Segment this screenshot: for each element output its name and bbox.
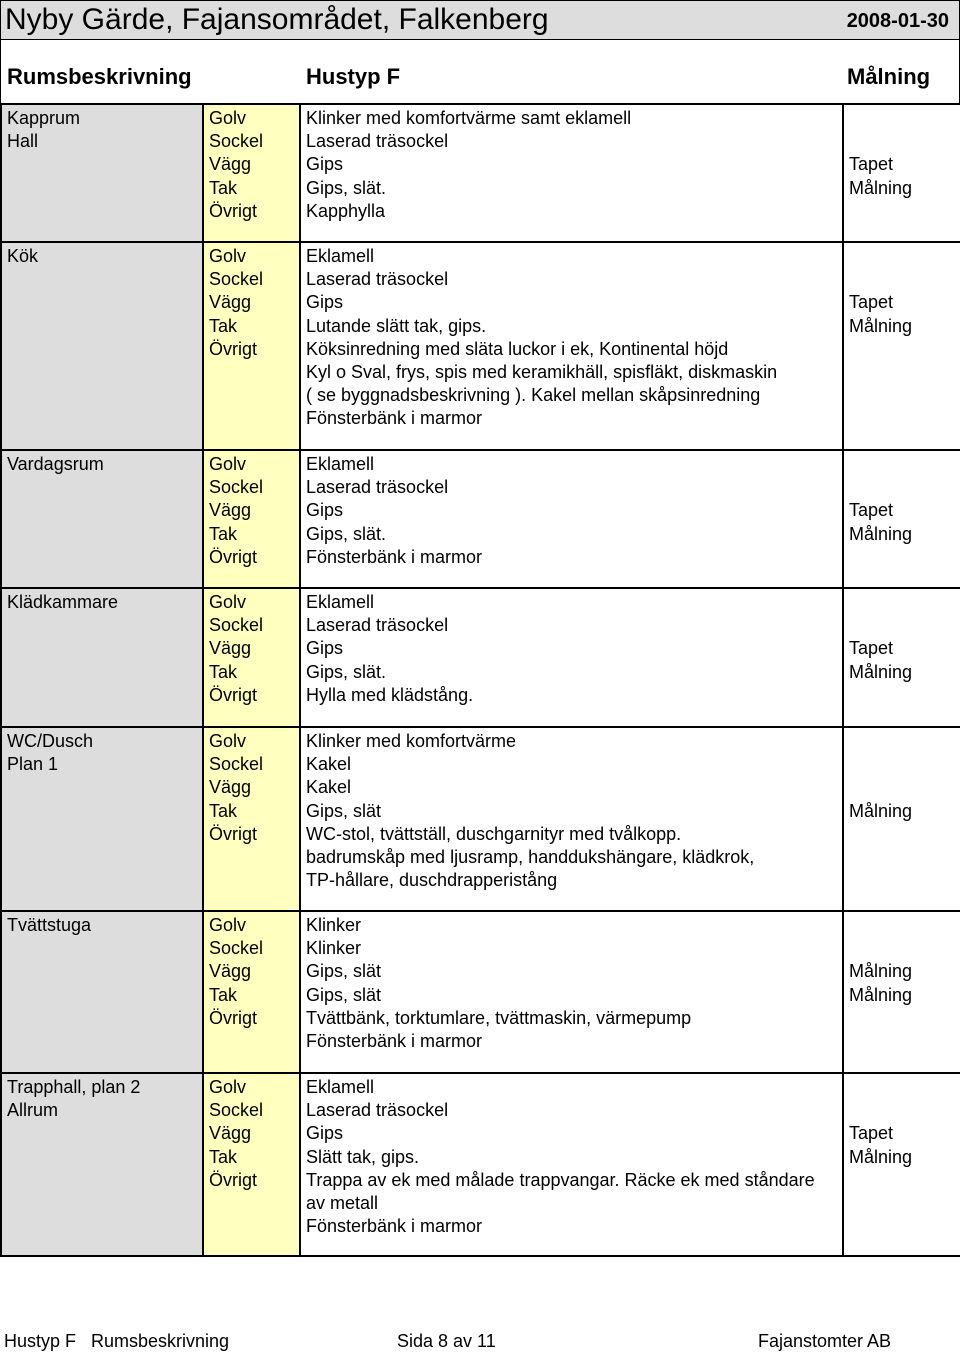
room-description-table — [0, 103, 960, 1257]
surface-description-line: TP-hållare, duschdrapperistång — [306, 870, 558, 891]
surface-description-line: Slätt tak, gips. — [306, 1146, 420, 1167]
surface-description-line: Laserad träsockel — [306, 1100, 449, 1121]
room-name-line: Plan 1 — [7, 754, 59, 775]
room-name — [1, 1073, 203, 1256]
surface-description — [300, 727, 843, 911]
room-name-line: WC/Dusch — [7, 731, 94, 751]
room-name-line: Hall — [7, 131, 39, 152]
surface-finish-line: Målning — [849, 523, 913, 544]
surface-description-line: Laserad träsockel — [306, 269, 449, 290]
surface-finish-line: Målning — [849, 984, 913, 1005]
surface-category-line: Övrigt — [209, 1007, 258, 1028]
room-name — [1, 727, 203, 911]
surface-category-line: Golv — [209, 915, 247, 935]
surface-category — [203, 727, 300, 911]
surface-description-line: Fönsterbänk i marmor — [306, 408, 483, 429]
room-name-line: Kapprum — [7, 108, 81, 128]
surface-category-line: Sockel — [209, 477, 264, 498]
surface-description-line: Gips — [306, 638, 344, 659]
surface-description-line: Kakel — [306, 754, 352, 775]
footer-page-number: Sida 8 av 11 — [397, 1331, 496, 1351]
surface-category-line: Golv — [209, 592, 247, 612]
surface-finish-line — [849, 245, 956, 268]
surface-category-line: Övrigt — [209, 546, 258, 567]
surface-finish-line — [849, 200, 956, 223]
room-name — [1, 450, 203, 588]
surface-category — [203, 104, 300, 242]
surface-finish-line: Målning — [849, 661, 913, 682]
surface-category — [203, 911, 300, 1073]
footer-company: Fajanstomter AB — [758, 1331, 892, 1351]
surface-category — [203, 450, 300, 588]
surface-description-line: Gips — [306, 1123, 344, 1144]
surface-description-line: av metall — [306, 1192, 379, 1213]
header-rumsbeskrivning: Rumsbeskrivning — [7, 64, 192, 89]
room-row — [1, 450, 960, 588]
surface-finish — [843, 104, 960, 242]
surface-finish — [843, 450, 960, 588]
surface-category-line: Vägg — [209, 777, 252, 798]
surface-description-line: Fönsterbänk i marmor — [306, 1030, 483, 1051]
surface-finish-line: Tapet — [849, 1123, 894, 1144]
surface-category-line: Övrigt — [209, 338, 258, 359]
surface-description-line: Eklamell — [306, 592, 375, 612]
surface-finish-line — [849, 338, 956, 361]
room-name — [1, 104, 203, 242]
surface-finish-line — [849, 753, 956, 776]
surface-description-line: Laserad träsockel — [306, 131, 449, 152]
surface-category-line: Vägg — [209, 500, 252, 521]
surface-category-line: Övrigt — [209, 823, 258, 844]
surface-category-line: Golv — [209, 731, 247, 751]
surface-category — [203, 242, 300, 450]
surface-finish-line: Målning — [849, 315, 913, 336]
surface-description-line: Trappa av ek med målade trappvangar. Räcke ek med ståndare — [306, 1169, 815, 1190]
surface-category-line: Sockel — [209, 938, 264, 959]
surface-finish — [843, 727, 960, 911]
surface-category — [203, 1073, 300, 1256]
surface-finish — [843, 911, 960, 1073]
surface-category-line: Övrigt — [209, 200, 258, 221]
surface-description-line: Fönsterbänk i marmor — [306, 546, 483, 567]
surface-finish-line — [849, 823, 956, 846]
surface-category-line: Sockel — [209, 1100, 264, 1121]
document-date: 2008-01-30 — [846, 10, 949, 32]
room-row — [1, 588, 960, 727]
room-name-line: Tvättstuga — [7, 915, 92, 935]
header-hustyp: Hustyp F — [306, 64, 401, 89]
surface-category-line: Tak — [209, 1146, 238, 1167]
surface-category — [203, 588, 300, 727]
surface-category-line: Tak — [209, 523, 238, 544]
room-row — [1, 1073, 960, 1256]
surface-description-line: Kapphylla — [306, 200, 386, 221]
surface-description — [300, 242, 843, 450]
room-row — [1, 727, 960, 911]
surface-finish-line — [849, 614, 956, 637]
surface-description-line: badrumskåp med ljusramp, handdukshängare, klädkrok, — [306, 846, 755, 867]
surface-category-line: Vägg — [209, 1123, 252, 1144]
room-name-line: Vardagsrum — [7, 454, 104, 474]
surface-finish-line — [849, 1007, 956, 1030]
room-name-line: Allrum — [7, 1100, 59, 1121]
surface-finish-line — [849, 546, 956, 569]
surface-description-line: Gips, slät — [306, 961, 382, 982]
surface-description-line: Tvättbänk, torktumlare, tvättmaskin, värmepump — [306, 1007, 692, 1028]
room-row — [1, 104, 960, 242]
surface-description-line: Gips — [306, 500, 344, 521]
surface-finish-line: Tapet — [849, 292, 894, 313]
surface-category-line: Golv — [209, 246, 247, 266]
surface-finish-line: Målning — [849, 1146, 913, 1167]
surface-category-line: Golv — [209, 454, 247, 474]
surface-category-line: Tak — [209, 315, 238, 336]
surface-description-line: Gips, slät. — [306, 177, 387, 198]
surface-category-line: Golv — [209, 108, 247, 128]
header-malning: Målning — [847, 64, 931, 89]
room-name-line: Klädkammare — [7, 592, 119, 612]
footer-document-name: Hustyp F Rumsbeskrivning — [4, 1331, 230, 1351]
surface-description — [300, 588, 843, 727]
surface-description-line: Laserad träsockel — [306, 615, 449, 636]
surface-description-line: Laserad träsockel — [306, 477, 449, 498]
surface-finish — [843, 242, 960, 450]
surface-category-line: Övrigt — [209, 1169, 258, 1190]
column-header-bar — [0, 40, 960, 104]
surface-finish-line: Målning — [849, 800, 913, 821]
room-name-line: Kök — [7, 246, 39, 266]
room-row — [1, 911, 960, 1073]
surface-category-line: Vägg — [209, 154, 252, 175]
surface-description-line: Kyl o Sval, frys, spis med keramikhäll, spisfläkt, diskmaskin — [306, 361, 778, 382]
surface-description-line: Klinker med komfortvärme — [306, 731, 517, 751]
room-name-line: Trapphall, plan 2 — [7, 1077, 141, 1097]
surface-finish-line — [849, 914, 956, 937]
surface-finish-line — [849, 476, 956, 499]
surface-category-line: Tak — [209, 800, 238, 821]
surface-category-line: Tak — [209, 661, 238, 682]
surface-description-line: Eklamell — [306, 454, 375, 474]
surface-finish-line — [849, 591, 956, 614]
surface-category-line: Sockel — [209, 269, 264, 290]
surface-description-line: Hylla med klädstång. — [306, 684, 474, 705]
surface-finish-line — [849, 1076, 956, 1099]
room-name — [1, 588, 203, 727]
surface-description-line: Klinker — [306, 938, 362, 959]
surface-description-line: Eklamell — [306, 1077, 375, 1097]
surface-description-line: Gips, slät. — [306, 661, 387, 682]
surface-category-line: Vägg — [209, 292, 252, 313]
surface-category-line: Vägg — [209, 638, 252, 659]
surface-description-line: Gips — [306, 154, 344, 175]
surface-description-line: Eklamell — [306, 246, 375, 266]
surface-finish-line — [849, 937, 956, 960]
surface-finish-line: Tapet — [849, 500, 894, 521]
surface-finish-line — [849, 453, 956, 476]
surface-finish — [843, 1073, 960, 1256]
surface-finish-line — [849, 130, 956, 153]
surface-finish-line — [849, 730, 956, 753]
surface-category-line: Sockel — [209, 615, 264, 636]
surface-category-line: Sockel — [209, 131, 264, 152]
surface-description-line: Gips, slät. — [306, 523, 387, 544]
document-title-bar — [0, 0, 960, 40]
surface-description-line: WC-stol, tvättställ, duschgarnityr med tvålkopp. — [306, 823, 682, 844]
surface-description-line: ( se byggnadsbeskrivning ). Kakel mellan skåpsinredning — [306, 385, 761, 406]
surface-finish-line — [849, 1099, 956, 1122]
surface-description-line: Klinker — [306, 915, 362, 935]
surface-description-line: Köksinredning med släta luckor i ek, Kontinental höjd — [306, 338, 729, 359]
document-title: Nyby Gärde, Fajansområdet, Falkenberg — [5, 3, 549, 36]
room-row — [1, 242, 960, 450]
surface-finish-line — [849, 268, 956, 291]
room-name — [1, 242, 203, 450]
surface-description-line: Kakel — [306, 777, 352, 798]
surface-description-line: Gips, slät — [306, 800, 382, 821]
surface-description — [300, 911, 843, 1073]
surface-finish-line: Tapet — [849, 638, 894, 659]
surface-description — [300, 450, 843, 588]
surface-description-line: Gips, slät — [306, 984, 382, 1005]
surface-category-line: Tak — [209, 984, 238, 1005]
surface-description-line: Klinker med komfortvärme samt eklamell — [306, 108, 632, 128]
room-name — [1, 911, 203, 1073]
surface-finish — [843, 588, 960, 727]
surface-category-line: Övrigt — [209, 684, 258, 705]
surface-category-line: Vägg — [209, 961, 252, 982]
surface-finish-line: Målning — [849, 961, 913, 982]
surface-finish-line — [849, 1169, 956, 1192]
surface-finish-line — [849, 107, 956, 130]
surface-finish-line: Målning — [849, 177, 913, 198]
surface-description-line: Fönsterbänk i marmor — [306, 1216, 483, 1237]
surface-description — [300, 1073, 843, 1256]
surface-finish-line — [849, 684, 956, 707]
surface-finish-line — [849, 776, 956, 799]
surface-description — [300, 104, 843, 242]
surface-description-line: Lutande slätt tak, gips. — [306, 315, 487, 336]
surface-category-line: Tak — [209, 177, 238, 198]
surface-finish-line: Tapet — [849, 154, 894, 175]
surface-category-line: Sockel — [209, 754, 264, 775]
surface-category-line: Golv — [209, 1077, 247, 1097]
surface-description-line: Gips — [306, 292, 344, 313]
